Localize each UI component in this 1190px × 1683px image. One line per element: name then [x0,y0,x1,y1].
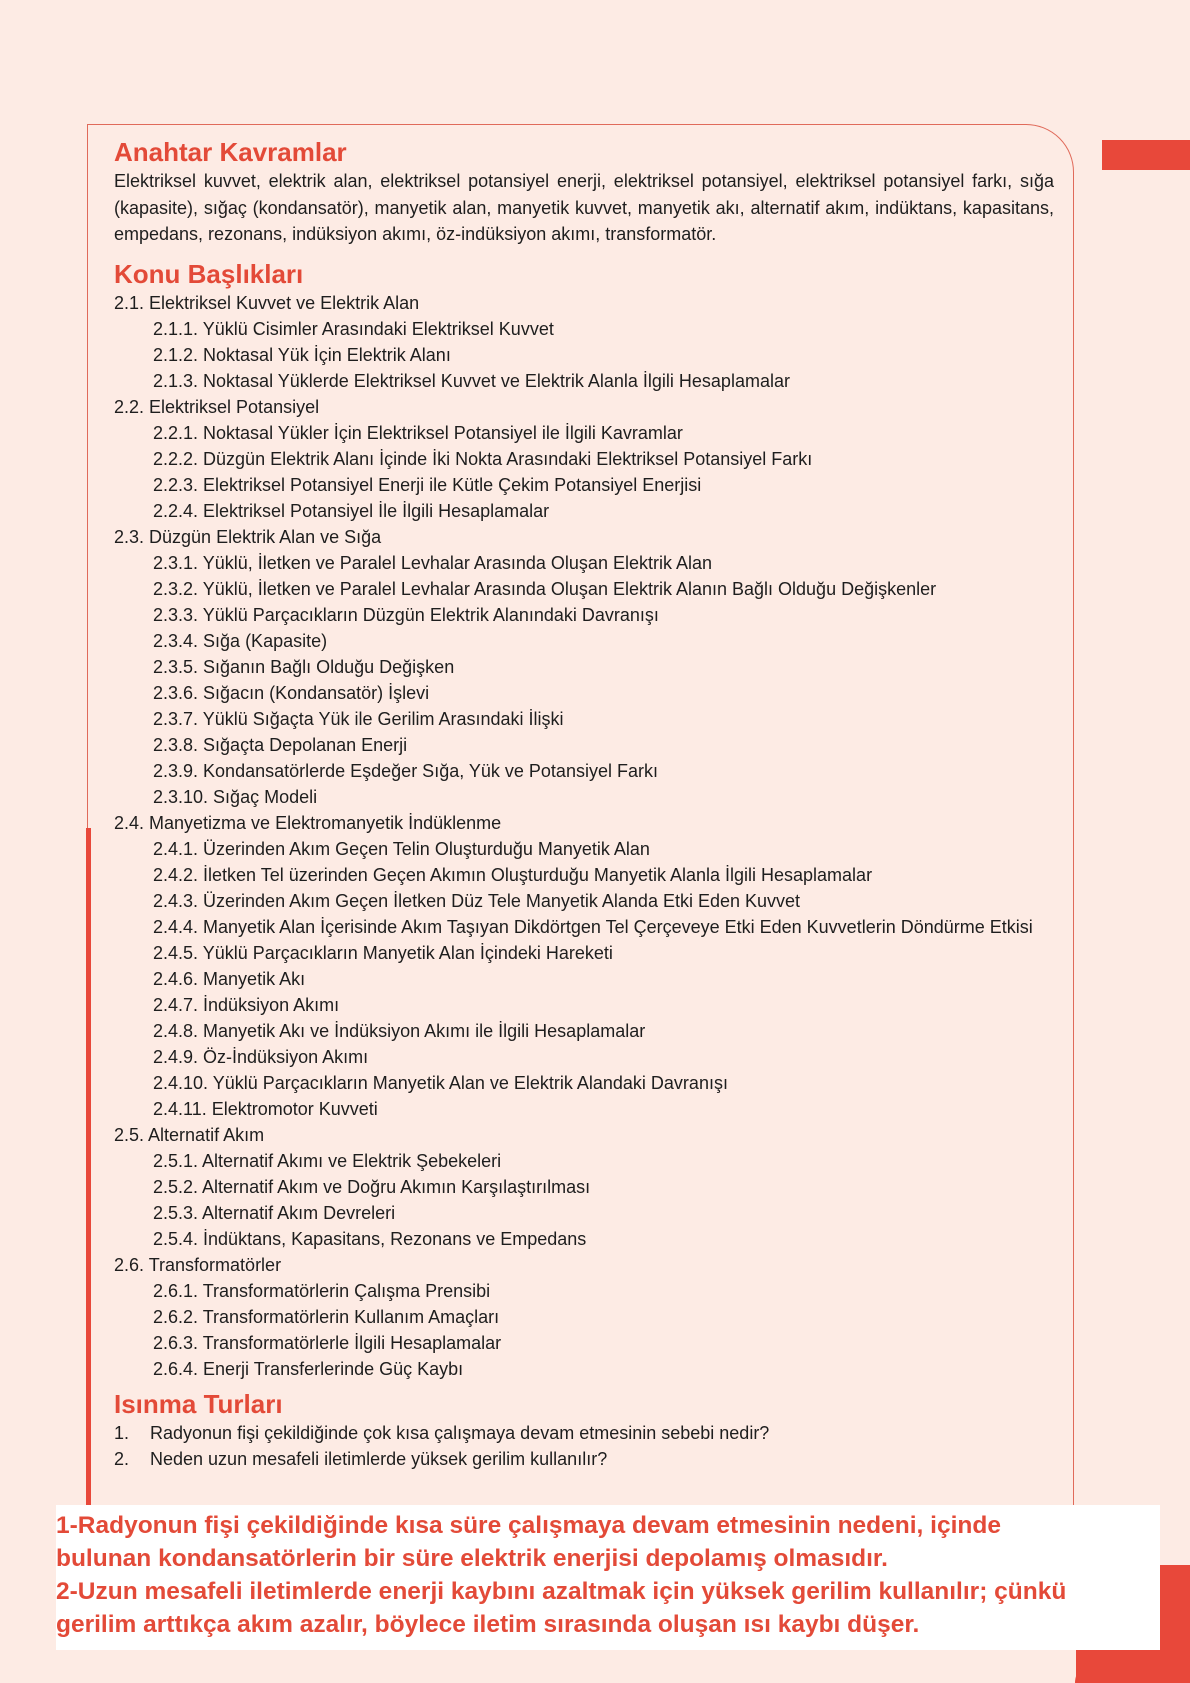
topic-subsection-item: 2.4.7. İndüksiyon Akımı [153,994,340,1015]
topic-subsection-item: 2.1.1. Yüklü Cisimler Arasındaki Elektriksel Kuvvet [153,318,554,339]
question-text: Radyonun fişi çekildiğinde çok kısa çalışmaya devam etmesinin sebebi nedir? [150,1422,770,1443]
topic-subsection-item: 2.5.4. İndüktans, Kapasitans, Rezonans ve Empedans [153,1228,587,1249]
bottom-corner-bar [1075,1660,1190,1683]
topic-subsection-item: 2.5.3. Alternatif Akım Devreleri [153,1202,396,1223]
topic-subsection-item: 2.2.3. Elektriksel Potansiyel Enerji ile Kütle Çekim Potansiyel Enerjisi [153,474,702,495]
topic-subsection-item: 2.4.5. Yüklü Parçacıkların Manyetik Alan İçindeki Hareketi [153,942,613,963]
topic-subsection-item: 2.3.3. Yüklü Parçacıkların Düzgün Elektrik Alanındaki Davranışı [153,604,659,625]
topic-subsection-item: 2.2.4. Elektriksel Potansiyel İle İlgili Hesaplamalar [153,500,550,521]
topic-subsection-item: 2.5.2. Alternatif Akım ve Doğru Akımın Karşılaştırılması [153,1176,591,1197]
topic-subsection-item: 2.4.3. Üzerinden Akım Geçen İletken Düz Tele Manyetik Alanda Etki Eden Kuvvet [153,890,801,911]
warmup-section [114,1388,1054,1472]
answer-overlay [56,1505,1160,1650]
topic-subsection-item: 2.4.10. Yüklü Parçacıkların Manyetik Alan ve Elektrik Alandaki Davranışı [153,1072,728,1093]
question-item [114,1446,1054,1472]
warmup-title: Isınma Turları [114,1388,283,1419]
topic-subsection-item: 2.3.9. Kondansatörlerde Eşdeğer Sığa, Yük ve Potansiyel Farkı [153,760,658,781]
topic-subsection-item: 2.4.9. Öz-İndüksiyon Akımı [153,1046,369,1067]
page-edge-tab [1102,140,1190,170]
topic-subsection-item: 2.4.2. İletken Tel üzerinden Geçen Akımın Oluşturduğu Manyetik Alanla İlgili Hesaplamalar [153,864,873,885]
topic-subsection-item: 2.4.6. Manyetik Akı [153,968,306,989]
topic-section-item: 2.4. Manyetizma ve Elektromanyetik İndüklenme [114,812,502,833]
topic-subsection-item: 2.4.11. Elektromotor Kuvveti [153,1098,378,1119]
topic-section-item: 2.6. Transformatörler [114,1254,282,1275]
topic-subsection-item: 2.2.1. Noktasal Yükler İçin Elektriksel Potansiyel ile İlgili Kavramlar [153,422,683,443]
topic-subsection-item: 2.6.2. Transformatörlerin Kullanım Amaçları [153,1306,500,1327]
key-concepts-text: Elektriksel kuvvet, elektrik alan, elektriksel potansiyel enerji, elektriksel potansiyel, elektriksel potansiyel farkı, sığa (kapasite), sığaç (kondansatör), manyetik alan, manyetik kuvvet, manyetik akı, alternatif akım, indüktans, kapasitans, empedans, rezonans, indüksiyon akımı, öz-indüksiyon akımı, transformatör. [114,171,1054,244]
topics-section [114,258,1054,1382]
topic-section-item: 2.1. Elektriksel Kuvvet ve Elektrik Alan [114,292,420,313]
topic-subsection-item: 2.4.4. Manyetik Alan İçerisinde Akım Taşıyan Dikdörtgen Tel Çerçeveye Etki Eden Kuvvetlerin Döndürme Etkisi [153,916,1033,937]
topic-subsection-item: 2.1.3. Noktasal Yüklerde Elektriksel Kuvvet ve Elektrik Alanla İlgili Hesaplamalar [153,370,790,391]
topic-subsection-item: 2.3.8. Sığaçta Depolanan Enerji [153,734,408,755]
topic-subsection-item: 2.6.3. Transformatörlerle İlgili Hesaplamalar [153,1332,502,1353]
key-concepts-section [114,136,1054,248]
topic-section-item: 2.5. Alternatif Akım [114,1124,265,1145]
topic-subsection-item: 2.3.7. Yüklü Sığaçta Yük ile Gerilim Arasındaki İlişki [153,708,564,729]
topic-subsection-item: 2.3.6. Sığacın (Kondansatör) İşlevi [153,682,430,703]
topic-subsection-item: 2.3.4. Sığa (Kapasite) [153,630,328,651]
topic-subsection-item: 2.3.2. Yüklü, İletken ve Paralel Levhalar Arasında Oluşan Elektrik Alanın Bağlı Olduğu Değişkenler [153,578,937,599]
question-number: 2. [114,1448,130,1469]
answer-line: bulunan kondansatörlerin bir süre elektrik enerjisi depolamış olmasıdır. [56,1545,888,1572]
topic-subsection-item: 2.6.1. Transformatörlerin Çalışma Prensibi [153,1280,491,1301]
topics-list [114,290,1054,1382]
topic-section-item: 2.2. Elektriksel Potansiyel [114,396,320,417]
question-item [114,1420,1054,1446]
answer-line: 2-Uzun mesafeli iletimlerde enerji kaybını azaltmak için yüksek gerilim kullanılır; çünkü [56,1578,1067,1605]
question-number: 1. [114,1422,130,1443]
key-concepts-title: Anahtar Kavramlar [114,137,347,167]
topic-subsection-item: 2.2.2. Düzgün Elektrik Alanı İçinde İki Nokta Arasındaki Elektriksel Potansiyel Farkı [153,448,813,469]
topic-subsection-item: 2.4.8. Manyetik Akı ve İndüksiyon Akımı ile İlgili Hesaplamalar [153,1020,646,1041]
answer-line: 1-Radyonun fişi çekildiğinde kısa süre çalışmaya devam etmesinin nedeni, içinde [56,1512,1001,1539]
question-text: Neden uzun mesafeli iletimlerde yüksek gerilim kullanılır? [150,1448,608,1469]
topic-subsection-item: 2.3.5. Sığanın Bağlı Olduğu Değişken [153,656,455,677]
topic-subsection-item: 2.1.2. Noktasal Yük İçin Elektrik Alanı [153,344,451,365]
topic-subsection-item: 2.3.1. Yüklü, İletken ve Paralel Levhalar Arasında Oluşan Elektrik Alan [153,552,712,573]
topic-subsection-item: 2.6.4. Enerji Transferlerinde Güç Kaybı [153,1358,464,1379]
topic-subsection-item: 2.4.1. Üzerinden Akım Geçen Telin Oluşturduğu Manyetik Alan [153,838,650,859]
topic-subsection-item: 2.5.1. Alternatif Akımı ve Elektrik Şebekeleri [153,1150,502,1171]
warmup-questions [114,1420,1054,1472]
topic-section-item: 2.3. Düzgün Elektrik Alan ve Sığa [114,526,382,547]
answer-line: gerilim arttıkça akım azalır, böylece iletim sırasında oluşan ısı kaybı düşer. [56,1611,920,1638]
topics-title: Konu Başlıkları [114,258,304,289]
topic-subsection-item: 2.3.10. Sığaç Modeli [153,786,318,807]
page-content [114,136,1054,1472]
